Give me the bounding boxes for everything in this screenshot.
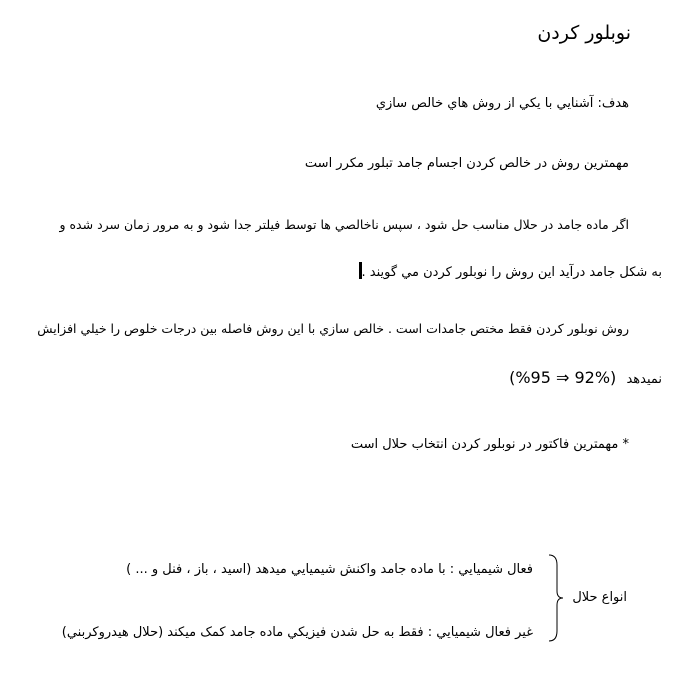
paragraph2-line2-text: نميدهد bbox=[626, 372, 662, 387]
paragraph1-line2 bbox=[355, 262, 662, 279]
solvent-inactive-text: غير فعال شيميايي : فقط به حل شدن فيزيکي ماده جامد کمک ميکند (حلال هيدروکربني) bbox=[61, 625, 533, 640]
goal-text: هدف: آشنايي با يکي از روش هاي خالص سازي bbox=[375, 96, 629, 111]
solvent-active-text: فعال شيميايي : با ماده جامد واکنش شيميايي ميدهد (اسيد ، باز ، فنل و ... ) bbox=[126, 562, 533, 577]
paragraph2-line2 bbox=[509, 370, 662, 386]
paragraph2-line1: روش نوبلور کردن فقط مختص جامدات است . خالص سازي با اين روش فاصله بين درجات خلوص را خيلي افزايش bbox=[37, 321, 629, 336]
brace-icon bbox=[545, 553, 565, 643]
importance-text: مهمترين روش در خالص کردن اجسام جامد تبلور مکرر است bbox=[304, 156, 629, 171]
paragraph1-line1: اگر ماده جامد در حلال مناسب حل شود ، سپس ناخالصي ها توسط فيلتر جدا شود و به مرور زمان سرد شده و bbox=[59, 217, 629, 232]
paragraph1-line2-text: به شکل جامد درآيد اين روش را نوبلور کردن مي گويند . bbox=[361, 265, 662, 280]
note-text: * مهمترين فاکتور در نوبلور کردن انتخاب حلال است bbox=[350, 437, 629, 452]
solvent-types-label: انواع حلال bbox=[572, 590, 627, 605]
purity-expression: (%95 ⇒ 92%) bbox=[509, 368, 617, 387]
page-title: نوبلور کردن bbox=[537, 22, 631, 44]
